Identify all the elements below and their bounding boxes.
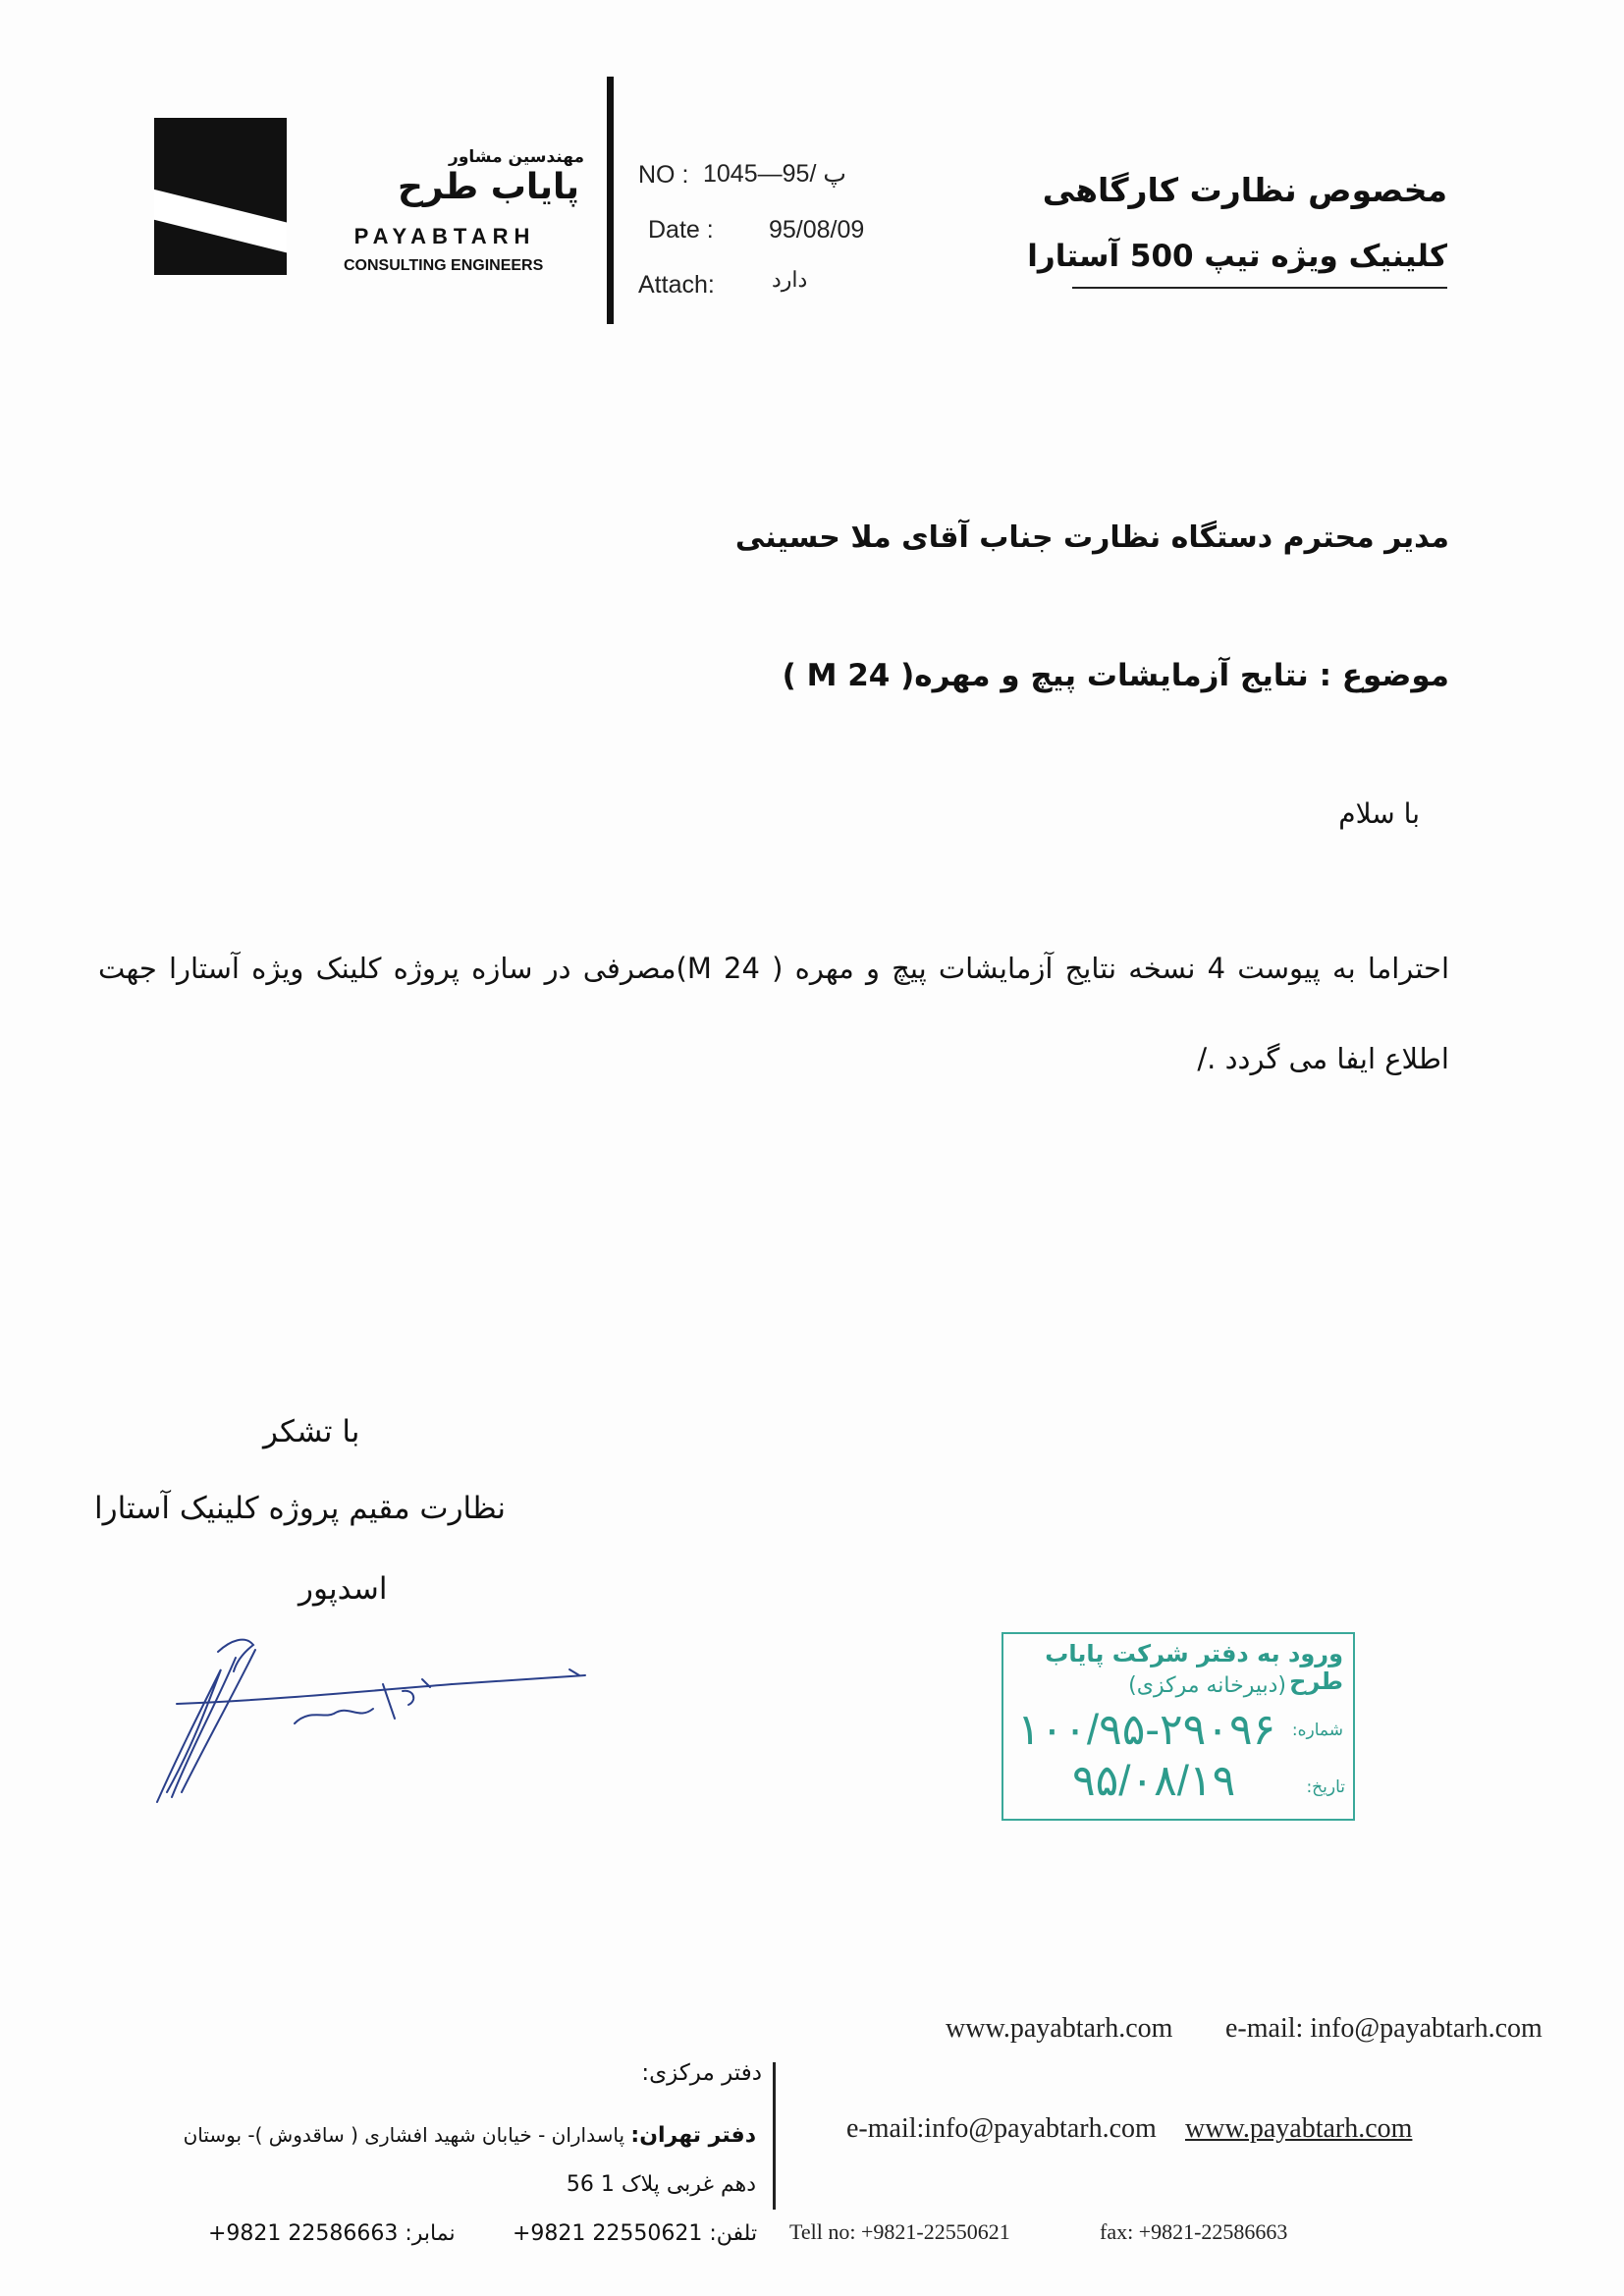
logo-en-name: PAYABTARH [353,224,536,248]
logo-mark [154,189,287,257]
recipient-line: مدیر محترم دستگاه نظارت جناب آقای ملا حسینی [734,520,1449,555]
signer-role: نظارت مقیم پروژه کلینیک آستارا [94,1491,507,1526]
ref-no-value: پ /95—1045 [703,160,846,188]
footer-address-text: پاسداران - خیابان شهید افشاری ( ساقدوش )- بوستان [183,2123,625,2147]
footer-divider [773,2062,776,2210]
footer-address-line2: دهم غربی پلاک 1 56 [566,2172,756,2197]
logo-fa-small: مهندسین مشاور [449,147,584,167]
footer-fax-fa: +9821 22586663 :نمابر [208,2221,456,2246]
stamp-date-label: تاریخ: [1306,1777,1345,1797]
ref-attach-label: Attach: [638,271,715,299]
header-subtitle: کلینیک ویژه تیپ 500 آستارا [1027,239,1447,274]
stamp-number: ۱۰۰/۹۵-۲۹۰۹۶ [1017,1706,1276,1754]
subject-line: موضوع : نتایج آزمایشات پیچ و مهره( M 24 ) [782,658,1449,693]
stamp-date: ۹۵/۰۸/۱۹ [1072,1757,1236,1805]
greeting: با سلام [1338,797,1420,830]
received-stamp [1001,1632,1355,1821]
closing: با تشکر [263,1414,360,1449]
ref-attach-value: دارد [772,267,808,292]
header-underline [1072,287,1447,289]
logo-en-subtitle: CONSULTING ENGINEERS [344,257,544,274]
stamp-subtitle: (دبیرخانه مرکزی) [1128,1673,1286,1698]
footer-address [69,2123,756,2148]
header-title: مخصوص نظارت کارگاهی [1042,171,1447,209]
footer-tel: Tell no: +9821-22550621 [789,2219,1010,2244]
footer-website-top: www.payabtarh.com [946,2013,1173,2044]
stamp-title: ورود به دفتر شرکت پایاب طرح [1045,1640,1343,1695]
company-logo [154,118,287,275]
footer-address-label: دفتر تهران: [630,2123,756,2148]
signer-name: اسدپور [298,1571,388,1607]
footer-website-bottom: www.payabtarh.com [1185,2113,1413,2144]
footer-fax: fax: +9821-22586663 [1100,2219,1288,2244]
ref-date-label: Date : [648,216,714,244]
footer-email-top: e-mail: info@payabtarh.com [1225,2013,1543,2044]
logo-fa-name: پایاب طرح [397,167,579,207]
footer-office-label: دفتر مرکزی: [641,2060,762,2086]
letter-body: احتراما به پیوست 4 نسخه نتایج آزمایشات پیچ و مهره ( M 24)مصرفی در سازه پروژه کلینک ویژه آستارا جهت اطلاع ایفا می گردد ./ [98,952,1450,1075]
stamp-number-label: شماره: [1291,1721,1343,1740]
footer-email-bottom: e-mail:info@payabtarh.com [846,2113,1157,2144]
ref-date-value: 95/08/09 [769,216,865,244]
footer-tel-fa: +9821 22550621 :تلفن [513,2221,758,2246]
handwritten-signature [137,1611,599,1817]
header-divider [607,77,614,324]
ref-no-label: NO : [638,161,689,189]
